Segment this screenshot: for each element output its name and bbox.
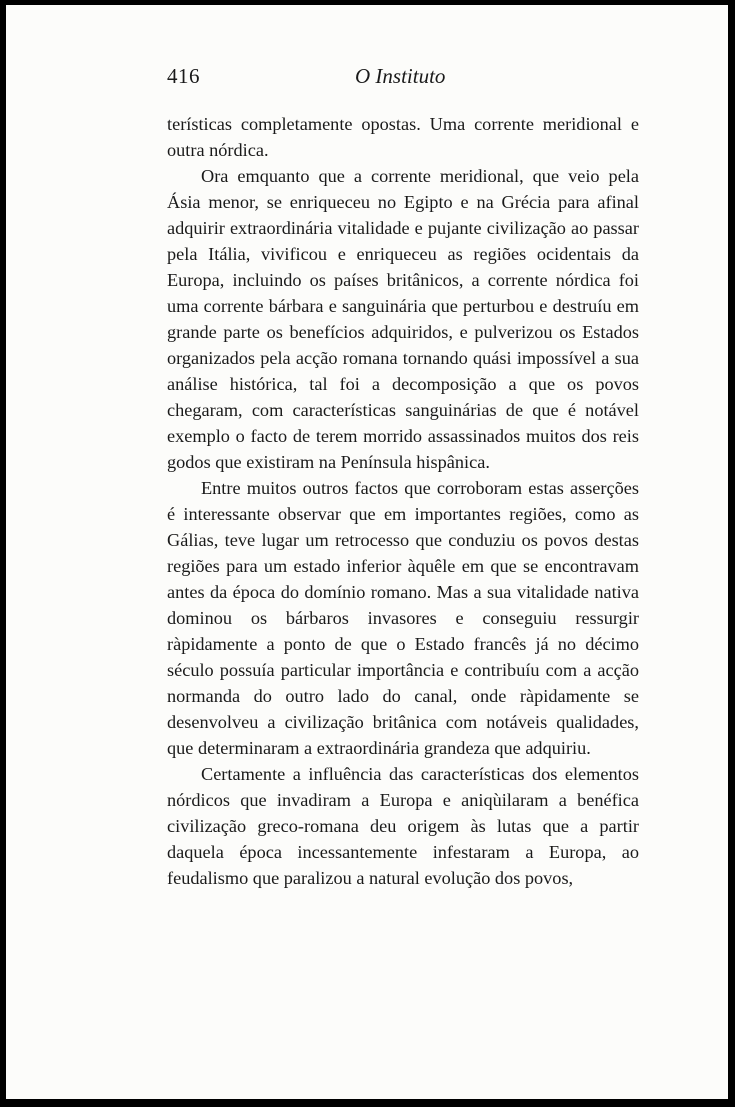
paragraph: Entre muitos outros factos que corroboram estas asserções é interessante observar que em importantes regiões, como as Gálias, teve lugar um retrocesso que conduziu os povos destas regiões para um estado inferior àquêle em que se encontravam antes da época do domínio romano. Mas a sua vitalidade nativa dominou os bárbaros invasores e conseguiu ressurgir ràpidamente a ponto de que o Estado francês já no décimo século possuía particular importância e contribuíu com a acção normanda do outro lado do canal, onde ràpidamente se desenvolveu a civilização britânica com notáveis qualidades, que determinaram a extraordinária grandeza que adquiriu. bbox=[167, 478, 639, 758]
page-header bbox=[167, 64, 639, 94]
paragraph-continuation: terísticas completamente opostas. Uma corrente meridional e outra nórdica. bbox=[167, 114, 639, 160]
page-number: 416 bbox=[167, 64, 200, 88]
paragraph: Certamente a influência das características dos elementos nórdicos que invadiram a Europa e aniqùilaram a benéfica civilização greco-romana deu origem às lutas que a partir daquela época incessantemente infestaram a Europa, ao feudalismo que paralizou a natural evolução dos povos, bbox=[167, 764, 639, 888]
paragraph: Ora emquanto que a corrente meridional, que veio pela Ásia menor, se enriqueceu no Egipto e na Grécia para afinal adquirir extraordinária vitalidade e pujante civilização ao passar pela Itália, vivificou e enriqueceu as regiões ocidentais da Europa, incluindo os países britânicos, a corrente nórdica foi uma corrente bárbara e sanguinária que perturbou e destruíu em grande parte os benefícios adquiridos, e pulverizou os Estados organizados pela acção romana tornando quási impossível a sua análise histórica, tal foi a decomposição a que os povos chegaram, com características sanguinárias de que é notável exemplo o facto de terem morrido assassinados muitos dos reis godos que existiram na Península hispânica. bbox=[167, 166, 639, 472]
running-title: O Instituto bbox=[355, 64, 446, 88]
body-text bbox=[167, 111, 639, 891]
